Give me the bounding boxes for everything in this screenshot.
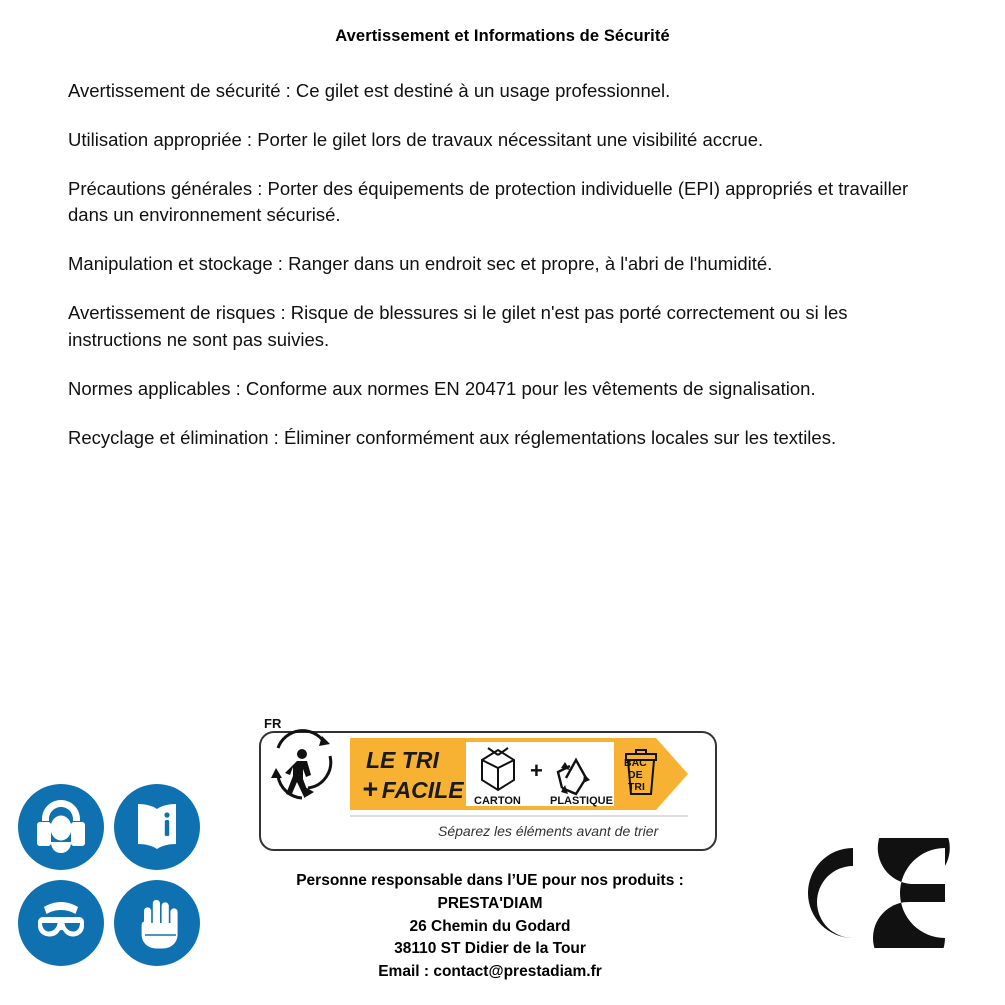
company-city: 38110 ST Didier de la Tour bbox=[394, 940, 586, 958]
responsible-person-block bbox=[205, 870, 775, 984]
tri-line1-text: LE TRI bbox=[366, 747, 439, 773]
paragraph: Avertissement de sécurité : Ce gilet est destiné à un usage professionnel. bbox=[68, 80, 671, 101]
paragraph: Normes applicables : Conforme aux normes EN 20471 pour les vêtements de signalisation. bbox=[68, 377, 816, 399]
pictogram-group bbox=[18, 784, 218, 984]
safety-text-block bbox=[68, 78, 930, 473]
tri-line2-text: + FACILE bbox=[362, 774, 464, 804]
country-code-text: FR bbox=[264, 716, 282, 731]
tri-footer-text: Séparez les éléments avant de trier bbox=[438, 823, 659, 839]
ear-protection-icon bbox=[18, 784, 104, 870]
responsible-intro: Personne responsable dans l’UE pour nos produits : bbox=[296, 872, 684, 889]
paragraph: Utilisation appropriée : Porter le gilet lors de travaux nécessitant une visibilité accrue. bbox=[68, 128, 764, 150]
bin-line2-text: DE bbox=[628, 769, 643, 781]
company-email: Email : contact@prestadiam.fr bbox=[378, 963, 602, 981]
material-join-text: + bbox=[530, 758, 543, 783]
tri-facile-label bbox=[258, 712, 718, 852]
company-name: PRESTA'DIAM bbox=[437, 894, 543, 912]
paragraph: Avertissement de risques : Risque de blessures si le gilet n'est pas porté correctement ou si les instructions ne sont pas suivies. bbox=[68, 302, 848, 350]
paragraph: Précautions générales : Porter des équipements de protection individuelle (EPI) appropriés et travailler dans un environnement sécurisé. bbox=[68, 177, 909, 226]
bin-line1-text: BAC bbox=[624, 757, 647, 769]
read-instructions-icon bbox=[114, 784, 200, 870]
eye-protection-icon bbox=[18, 880, 104, 966]
hand-protection-icon bbox=[114, 880, 200, 966]
material-2-text: PLASTIQUE bbox=[550, 795, 613, 807]
material-1-text: CARTON bbox=[474, 795, 521, 807]
page-title: Avertissement et Informations de Sécurité bbox=[335, 27, 670, 45]
paragraph: Manipulation et stockage : Ranger dans un endroit sec et propre, à l'abri de l'humidité. bbox=[68, 253, 773, 275]
bin-line3-text: TRI bbox=[628, 781, 645, 793]
company-street: 26 Chemin du Godard bbox=[409, 917, 571, 935]
ce-marking-icon bbox=[795, 838, 955, 948]
paragraph: Recyclage et élimination : Éliminer conformément aux réglementations locales sur les textiles. bbox=[68, 426, 837, 448]
